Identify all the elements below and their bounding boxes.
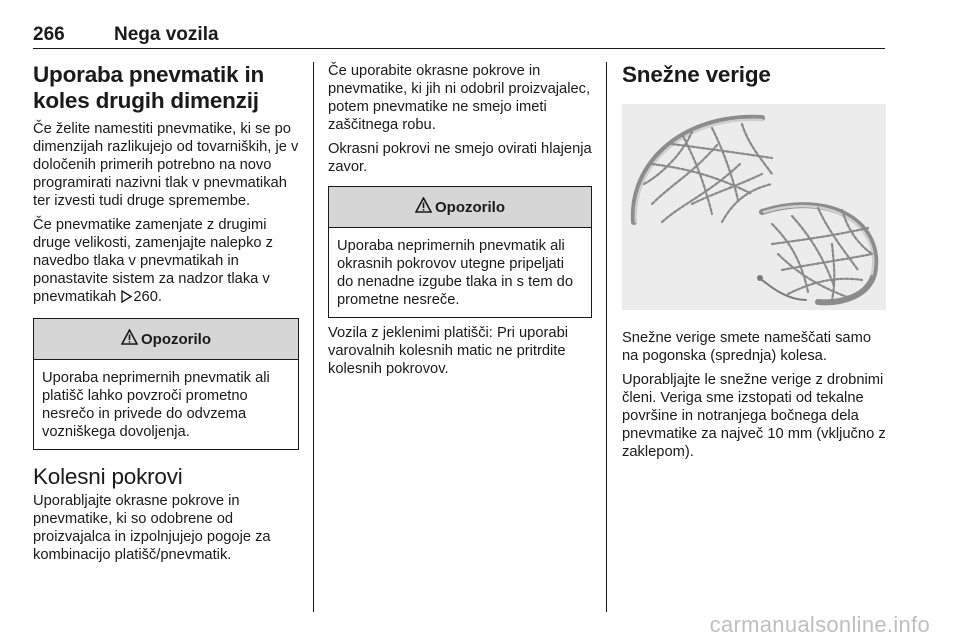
paragraph-text: Če pnevmatike zamenjate z drugimi druge velikosti, zamenjajte nalepko z navedbo tlaka v pnevmatikah in ponastavite sistem za nadzor tlaka v pnevmatikah [33, 217, 274, 305]
warning-box [328, 186, 592, 318]
warning-triangle-icon [121, 329, 141, 349]
section-title-tires: Uporaba pnevmatik in koles drugih dimenzij [33, 62, 265, 113]
column-left [33, 62, 299, 570]
column-divider [313, 62, 314, 612]
paragraph: Če želite namestiti pnevmatike, ki se po dimenzijah razlikujejo od tovarniških, je v določenih primerih potrebno na novo programirati nazivni tlak v pnevmatikah ter izvesti tudi druge spremembe. [33, 121, 299, 209]
paragraph: Uporabljajte le snežne verige z drobnimi členi. Veriga sme izstopati od tekalne površine in notranjega bočnega dela pnevmatike za največ 10 mm (vključno z zaklepom). [622, 372, 886, 460]
warning-triangle-icon [415, 197, 435, 217]
page-reference-link[interactable]: 260. [133, 289, 162, 305]
section-title-wheel-covers: Kolesni pokrovi [33, 464, 183, 489]
paragraph: Vozila z jeklenimi platišči: Pri uporabi varovalnih kolesnih matic ne pritrdite kolesnih pokrovov. [328, 325, 568, 377]
chapter-title: Nega vozila [114, 24, 219, 45]
warning-body [329, 228, 591, 317]
warning-text: Uporaba neprimernih pnevmatik ali platišč lahko povzroči prometno nesrečo in privede do odvzema vozniškega dovoljenja. [42, 370, 270, 440]
warning-header [329, 187, 591, 228]
warning-body [34, 360, 298, 449]
page-reference-icon [121, 290, 132, 308]
page-number: 266 [33, 24, 65, 45]
warning-header [34, 319, 298, 360]
warning-box [33, 318, 299, 450]
paragraph: Okrasni pokrovi ne smejo ovirati hlajenja zavor. [328, 141, 592, 175]
column-right [622, 62, 886, 467]
snow-chains-illustration [622, 104, 886, 310]
warning-title: Opozorilo [435, 198, 505, 216]
paragraph: Snežne verige smete nameščati samo na pogonska (sprednja) kolesa. [622, 330, 871, 364]
column-divider [606, 62, 607, 612]
paragraph: Uporabljajte okrasne pokrove in pnevmatike, ki so odobrene od proizvajalca in izpolnjujejo pogoje za kombinacijo platišč/pnevmatik. [33, 493, 271, 563]
paragraph: Če uporabite okrasne pokrove in pnevmatike, ki jih ni odobril proizvajalec, potem pnevmatike ne smejo imeti zaščitnega robu. [328, 63, 591, 133]
section-title-snow-chains: Snežne verige [622, 62, 771, 87]
warning-text: Uporaba neprimernih pnevmatik ali okrasnih pokrovov utegne pripeljati do nenadne izgube tlaka in s tem do prometne nesreče. [337, 238, 573, 308]
watermark: carmanualsonline.info [709, 612, 930, 637]
page-header [33, 22, 885, 49]
paragraph [33, 216, 299, 308]
column-middle [328, 62, 592, 384]
warning-title: Opozorilo [141, 330, 211, 348]
